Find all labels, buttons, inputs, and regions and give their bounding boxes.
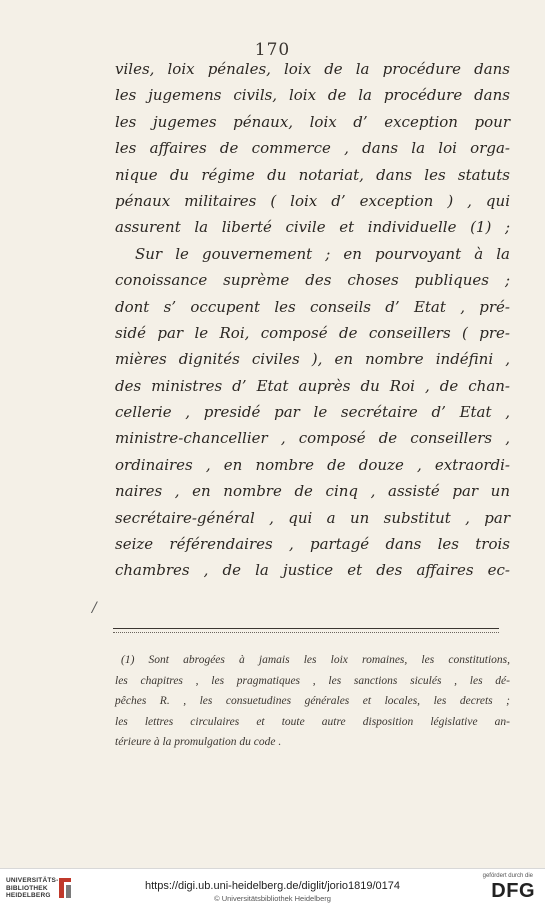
body-line: cellerie , presidé par le secrétaire d’ Etat , bbox=[115, 403, 510, 422]
body-line: des ministres d’ Etat auprès du Roi , de chan- bbox=[115, 376, 510, 395]
viewer-footer bbox=[0, 868, 545, 910]
dfg-logo[interactable]: DFG bbox=[491, 880, 535, 902]
body-line: chambres , de la justice et des affaires ec- bbox=[115, 561, 510, 580]
body-line: viles, loix pénales, loix de la procédure dans bbox=[115, 60, 510, 78]
sponsor-label: gefördert durch die bbox=[482, 873, 533, 879]
body-line: les jugemes pénaux, loix d’ exception pour bbox=[115, 112, 510, 131]
body-line: secrétaire-général , qui a un substitut , par bbox=[115, 508, 510, 527]
footnote-line: pêches R. , les consuetudines générales et locales, les decrets ; bbox=[115, 695, 510, 707]
body-line: nique du régime du notariat, dans les statuts bbox=[115, 165, 510, 184]
body-line: sidé par le Roi, composé de conseillers ( pre- bbox=[115, 323, 510, 342]
copyright-notice: © Universitätsbibliothek Heidelberg bbox=[214, 894, 331, 903]
body-line: mières dignités civiles ), en nombre indéfini , bbox=[115, 350, 510, 369]
body-line: Sur le gouvernement ; en pourvoyant à la bbox=[135, 244, 510, 263]
margin-mark: / bbox=[92, 600, 97, 616]
permalink-url[interactable]: https://digi.ub.uni-heidelberg.de/diglit/jorio1819/0174 bbox=[144, 880, 400, 892]
footnote-divider-dotted bbox=[113, 632, 499, 633]
library-logo-line: BIBLIOTHEK bbox=[6, 884, 48, 892]
footnote-divider bbox=[113, 628, 499, 629]
footnote bbox=[115, 650, 510, 753]
body-line: conoissance suprème des choses publiques ; bbox=[115, 271, 510, 290]
body-line: dont s’ occupent les conseils d’ Etat , pré- bbox=[115, 297, 510, 316]
body-line: seize référendaires , partagé dans les trois bbox=[115, 535, 510, 554]
body-line: pénaux militaires ( loix d’ exception ) , qui bbox=[115, 191, 510, 210]
footnote-line: les chapitres , les pragmatiques , les sanctions siculés , les dé- bbox=[115, 674, 510, 687]
footnote-line: térieure à la promulgation du code . bbox=[115, 736, 282, 748]
page-number: 170 bbox=[254, 40, 291, 60]
body-line: ordinaires , en nombre de douze , extraordi- bbox=[115, 455, 510, 474]
body-line: naires , en nombre de cinq , assisté par un bbox=[115, 482, 510, 501]
body-line: les jugemens civils, loix de la procédure dans bbox=[115, 86, 510, 105]
body-line: assurent la liberté civile et individuelle (1) ; bbox=[115, 218, 510, 237]
body-text bbox=[115, 56, 510, 584]
footnote-line: les lettres circulaires et toute autre disposition législative an- bbox=[115, 715, 510, 728]
body-line: les affaires de commerce , dans la loi orga- bbox=[115, 139, 510, 158]
body-line: ministre-chancellier , composé de conseillers , bbox=[115, 429, 510, 448]
library-logo-line: UNIVERSITÄTS- bbox=[6, 877, 59, 884]
footnote-line: (1) Sont abrogées à jamais les loix romaines, les constitutions, bbox=[121, 654, 510, 666]
library-logo-line: HEIDELBERG bbox=[6, 892, 51, 899]
